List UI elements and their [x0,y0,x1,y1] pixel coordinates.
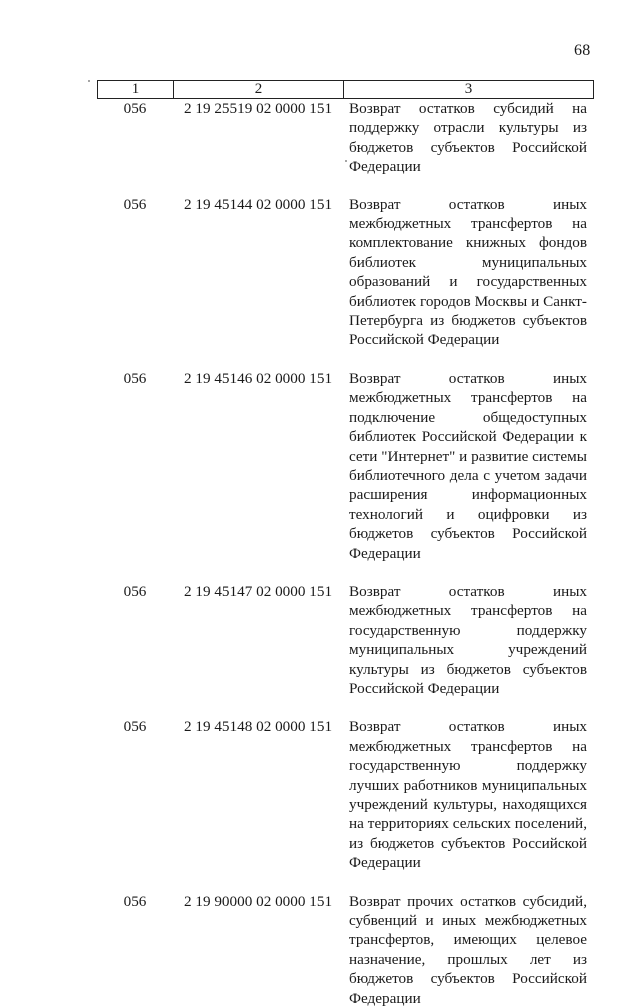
header-col-2: 2 [174,81,344,98]
table-row [97,582,594,698]
table-row [97,195,594,350]
kbk-code: 2 19 45147 02 0000 151 [183,582,333,600]
table-row [97,369,594,563]
row-description: Возврат остатков иных межбюджетных трансфертов на государственную поддержку муниципальных учреждений культуры из бюджетов субъектов Российской Федерации [349,582,587,697]
scan-speck [345,160,347,162]
admin-code: 056 [123,718,147,736]
header-col-1: 1 [98,81,174,98]
kbk-code: 2 19 45144 02 0000 151 [183,195,333,213]
admin-code: 056 [123,369,147,387]
admin-code: 056 [123,892,147,910]
table-body [97,99,594,1008]
row-description: Возврат прочих остатков субсидий, субвенций и иных межбюджетных трансфертов, имеющих целевое назначение, прошлых лет из бюджетов субъектов Российской Федерации [349,892,587,1007]
table-row [97,99,594,177]
kbk-code: 2 19 45148 02 0000 151 [183,718,333,736]
table-row [97,717,594,872]
kbk-code: 2 19 45146 02 0000 151 [183,369,333,387]
admin-code: 056 [123,100,147,117]
table-header [97,80,594,99]
row-description: Возврат остатков иных межбюджетных трансфертов на комплектование книжных фондов библиотек муниципальных образований и государственных библиотек городов Москвы и Санкт-Петербурга из бюджетов субъектов Российской Федерации [349,195,587,349]
row-description: Возврат остатков субсидий на поддержку отрасли культуры из бюджетов субъектов Российской Федерации [349,100,587,176]
page-number: 68 [574,42,591,59]
row-description: Возврат остатков иных межбюджетных трансфертов на государственную поддержку лучших работников муниципальных учреждений культуры, находящихся на территориях сельских поселений, из бюджетов субъектов Российской Федерации [349,718,587,872]
row-description: Возврат остатков иных межбюджетных трансфертов на подключение общедоступных библиотек Российской Федерации к сети "Интернет" и развитие системы библиотечного дела с учетом задачи расширения информационных технологий и оцифровки из бюджетов субъектов Российской Федерации [349,369,587,562]
header-col-3: 3 [464,81,473,97]
kbk-code: 2 19 90000 02 0000 151 [183,892,333,910]
admin-code: 056 [123,582,147,600]
scan-speck [88,80,90,82]
table-row [97,892,594,1008]
admin-code: 056 [123,195,147,213]
kbk-code: 2 19 25519 02 0000 151 [183,100,333,117]
